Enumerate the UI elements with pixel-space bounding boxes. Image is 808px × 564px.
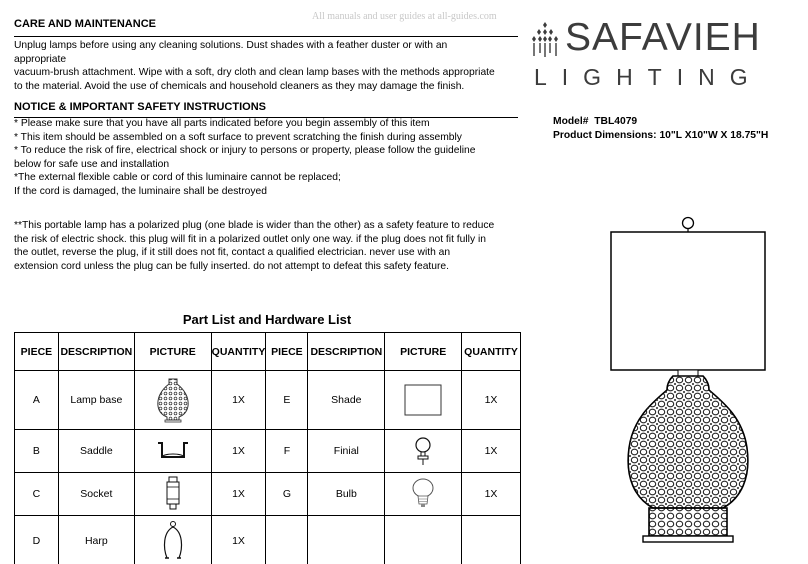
bulb-icon: [409, 477, 437, 511]
empty-cell: [462, 516, 521, 564]
plug-line: extension cord unless the plug can be fully inserted. do not attempt to defeat this safety feature.: [14, 260, 450, 272]
picture-cell: [385, 473, 462, 516]
table-row: [15, 430, 521, 473]
table-header-row: [15, 333, 521, 371]
piece-cell: G: [266, 473, 308, 516]
picture-cell: [385, 371, 462, 430]
care-line: to the material. Avoid the use of chemicals and household cleaners as they may damage the finish.: [14, 80, 465, 92]
piece-cell: E: [266, 371, 308, 430]
chandelier-logo-icon: [530, 22, 560, 58]
header-picture: PICTURE: [385, 333, 462, 371]
dimensions-row: [553, 129, 768, 143]
finial-icon: [411, 435, 435, 467]
picture-cell: [134, 473, 211, 516]
piece-cell: B: [15, 430, 59, 473]
quantity-cell: 1X: [462, 430, 521, 473]
safety-line: * To reduce the risk of fire, electrical shock or injury to persons or property, please follow the guideline: [14, 145, 476, 156]
quantity-cell: 1X: [211, 430, 266, 473]
care-line: Unplug lamps before using any cleaning solutions. Dust shades with a feather duster or with an: [14, 40, 448, 51]
description-cell: Lamp base: [58, 371, 134, 430]
piece-cell: A: [15, 371, 59, 430]
safety-text: [14, 117, 520, 198]
piece-cell: D: [15, 516, 59, 564]
header-description: DESCRIPTION: [308, 333, 385, 371]
brand-subtitle: LIGHTING: [534, 64, 763, 90]
table-row: [15, 516, 521, 564]
header-picture: PICTURE: [134, 333, 211, 371]
safety-line: * This item should be assembled on a soft surface to prevent scratching the finish during assembly: [14, 131, 462, 143]
parts-table: [14, 332, 521, 564]
header-quantity: QUANTITY: [211, 333, 266, 371]
header-description: DESCRIPTION: [58, 333, 134, 371]
piece-cell: F: [266, 430, 308, 473]
quantity-cell: 1X: [462, 371, 521, 430]
header-quantity: QUANTITY: [462, 333, 521, 371]
model-value: TBL4079: [594, 116, 638, 127]
safety-line: If the cord is damaged, the luminaire shall be destroyed: [14, 185, 267, 197]
care-divider: [14, 36, 518, 37]
picture-cell: [385, 430, 462, 473]
safety-line: *The external flexible cable or cord of this luminaire cannot be replaced;: [14, 172, 341, 183]
header-piece: PIECE: [15, 333, 59, 371]
empty-cell: [308, 516, 385, 564]
socket-icon: [161, 476, 185, 512]
dimensions-value: 10"L X10"W X 18.75"H: [659, 130, 769, 141]
quantity-cell: 1X: [211, 473, 266, 516]
safety-line: below for safe use and installation: [14, 158, 170, 170]
care-heading: CARE AND MAINTENANCE: [14, 18, 156, 30]
dimensions-label: Product Dimensions:: [553, 130, 657, 141]
empty-cell: [385, 516, 462, 564]
care-text: [14, 39, 520, 93]
care-line: appropriate: [14, 53, 67, 65]
piece-cell: C: [15, 473, 59, 516]
watermark: All manuals and user guides at all-guides.com: [312, 11, 497, 22]
model-label: Model#: [553, 116, 589, 127]
lamp-base-icon: [153, 376, 193, 424]
picture-cell: [134, 371, 211, 430]
plug-line: the risk of electric shock. this plug will fit in a polarized outlet only one way. if the plug does not fit fully in: [14, 233, 486, 245]
plug-text: [14, 219, 520, 273]
quantity-cell: 1X: [462, 473, 521, 516]
picture-cell: [134, 430, 211, 473]
plug-line: **This portable lamp has a polarized plug (one blade is wider than the other) as a safety feature to reduce: [14, 220, 495, 231]
care-line: vacuum-brush attachment. Wipe with a soft, dry cloth and clean lamp bases with the methods appropriate: [14, 67, 495, 78]
saddle-icon: [153, 439, 193, 463]
table-lamp-illustration: [603, 208, 793, 553]
description-cell: Finial: [308, 430, 385, 473]
table-row: [15, 473, 521, 516]
description-cell: Shade: [308, 371, 385, 430]
description-cell: Harp: [58, 516, 134, 564]
quantity-cell: 1X: [211, 516, 266, 564]
empty-cell: [266, 516, 308, 564]
description-cell: Saddle: [58, 430, 134, 473]
brand-name: SAFAVIEH: [565, 16, 761, 59]
quantity-cell: 1X: [211, 371, 266, 430]
table-row: [15, 371, 521, 430]
description-cell: Bulb: [308, 473, 385, 516]
product-info: [553, 115, 768, 143]
safety-line: * Please make sure that you have all parts indicated before you begin assembly of this item: [14, 118, 430, 129]
safety-heading: NOTICE & IMPORTANT SAFETY INSTRUCTIONS: [14, 101, 266, 113]
header-piece: PIECE: [266, 333, 308, 371]
harp-icon: [158, 520, 188, 562]
plug-line: the outlet, reverse the plug, if it still does not fit, contact a qualified electrician. never use with an: [14, 247, 451, 258]
description-cell: Socket: [58, 473, 134, 516]
parts-table-title: Part List and Hardware List: [182, 312, 352, 327]
model-row: [553, 115, 768, 129]
picture-cell: [134, 516, 211, 564]
shade-icon: [403, 383, 443, 417]
